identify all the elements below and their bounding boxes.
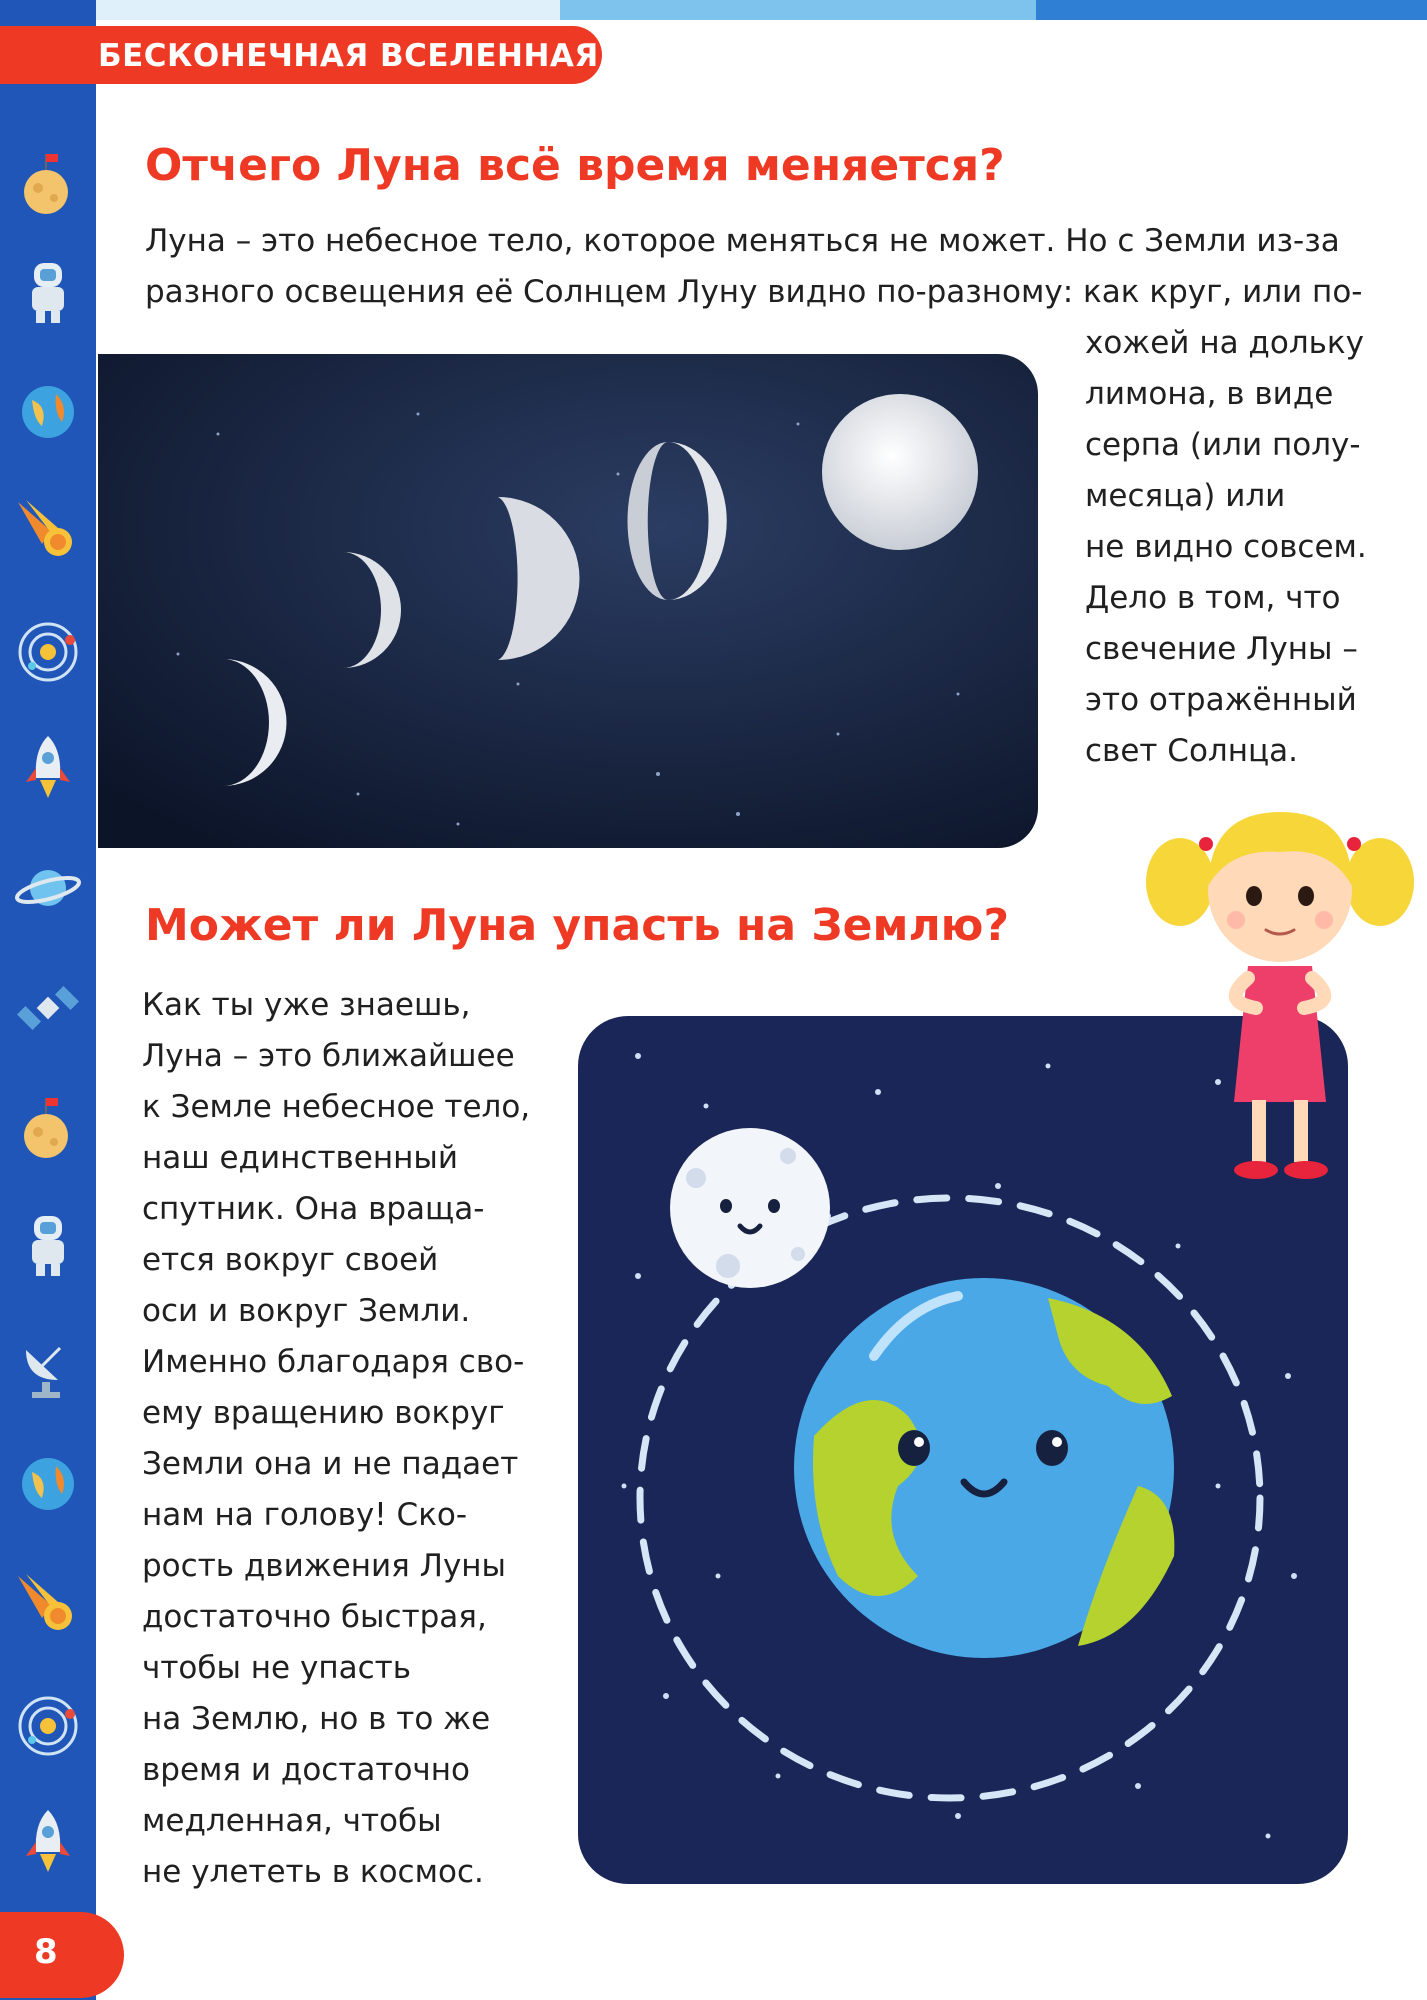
earth-character bbox=[794, 1278, 1174, 1658]
radar-dish-icon bbox=[12, 1330, 84, 1402]
section2-paragraph bbox=[142, 980, 530, 1898]
text-line: к Земле небесное тело, bbox=[142, 1089, 531, 1125]
text-line: рость движения Луны bbox=[142, 1548, 507, 1584]
text-line: свет Солнца. bbox=[1085, 733, 1298, 769]
text-line: на Землю, но в то же bbox=[142, 1701, 491, 1737]
text-line: оси и вокруг Земли. bbox=[142, 1293, 471, 1329]
text-line: Луна – это небесное тело, которое меняться не может. Но с Земли из-за bbox=[145, 223, 1340, 259]
girl-character bbox=[1140, 782, 1420, 1192]
text-line: лимона, в виде bbox=[1085, 376, 1334, 412]
text-line: не улететь в космос. bbox=[142, 1854, 484, 1890]
text-line: нам на голову! Ско- bbox=[142, 1497, 468, 1533]
astronaut-icon bbox=[12, 1208, 84, 1280]
text-line: это отражённый bbox=[1085, 682, 1357, 718]
planet-icon bbox=[12, 376, 84, 448]
text-line: чтобы не упасть bbox=[142, 1650, 411, 1686]
section-header-tab bbox=[0, 26, 602, 84]
comet-icon bbox=[12, 1568, 84, 1640]
text-line: время и достаточно bbox=[142, 1752, 470, 1788]
text-line: Земли она и не падает bbox=[142, 1446, 519, 1482]
solar-system-icon bbox=[12, 616, 84, 688]
moon-flag-icon bbox=[12, 146, 84, 218]
text-line: хожей на дольку bbox=[1085, 325, 1364, 361]
moon-phase-full bbox=[822, 394, 978, 550]
text-line: серпа (или полу- bbox=[1085, 427, 1361, 463]
text-line: не видно совсем. bbox=[1085, 529, 1367, 565]
page-number-badge bbox=[0, 1912, 124, 1998]
section-title: БЕСКОНЕЧНАЯ ВСЕЛЕННАЯ bbox=[98, 38, 599, 74]
moon-character bbox=[670, 1128, 830, 1288]
section1-paragraph-full bbox=[145, 216, 1362, 318]
astronaut-icon bbox=[12, 255, 84, 327]
text-line: Именно благодаря сво- bbox=[142, 1344, 525, 1380]
section1-heading: Отчего Луна всё время меняется? bbox=[145, 140, 1005, 191]
planet-icon bbox=[12, 1448, 84, 1520]
text-line: Как ты уже знаешь, bbox=[142, 987, 471, 1023]
solar-system-icon bbox=[12, 1690, 84, 1762]
text-line: наш единственный bbox=[142, 1140, 459, 1176]
sidebar-icon-strip bbox=[0, 0, 96, 2000]
text-line: Луна – это ближайшее bbox=[142, 1038, 515, 1074]
text-line: разного освещения её Солнцем Луну видно по-разному: как круг, или по- bbox=[145, 274, 1363, 310]
satellite-icon bbox=[12, 972, 84, 1044]
text-line: месяца) или bbox=[1085, 478, 1286, 514]
text-line: Дело в том, что bbox=[1085, 580, 1341, 616]
saturn-icon bbox=[12, 852, 84, 924]
section2-heading: Может ли Луна упасть на Землю? bbox=[145, 900, 1009, 951]
rocket-icon bbox=[12, 732, 84, 804]
comet-icon bbox=[12, 494, 84, 566]
top-stripe bbox=[0, 0, 1427, 20]
text-line: медленная, чтобы bbox=[142, 1803, 442, 1839]
moon-flag-icon bbox=[12, 1090, 84, 1162]
text-line: спутник. Она враща- bbox=[142, 1191, 485, 1227]
text-line: достаточно быстрая, bbox=[142, 1599, 487, 1635]
text-line: ему вращению вокруг bbox=[142, 1395, 505, 1431]
page-number: 8 bbox=[34, 1932, 58, 1972]
rocket-icon bbox=[12, 1806, 84, 1878]
section1-paragraph-side bbox=[1085, 318, 1367, 777]
text-line: ется вокруг своей bbox=[142, 1242, 439, 1278]
text-line: свечение Луны – bbox=[1085, 631, 1358, 667]
moon-phases-illustration bbox=[98, 354, 1038, 848]
